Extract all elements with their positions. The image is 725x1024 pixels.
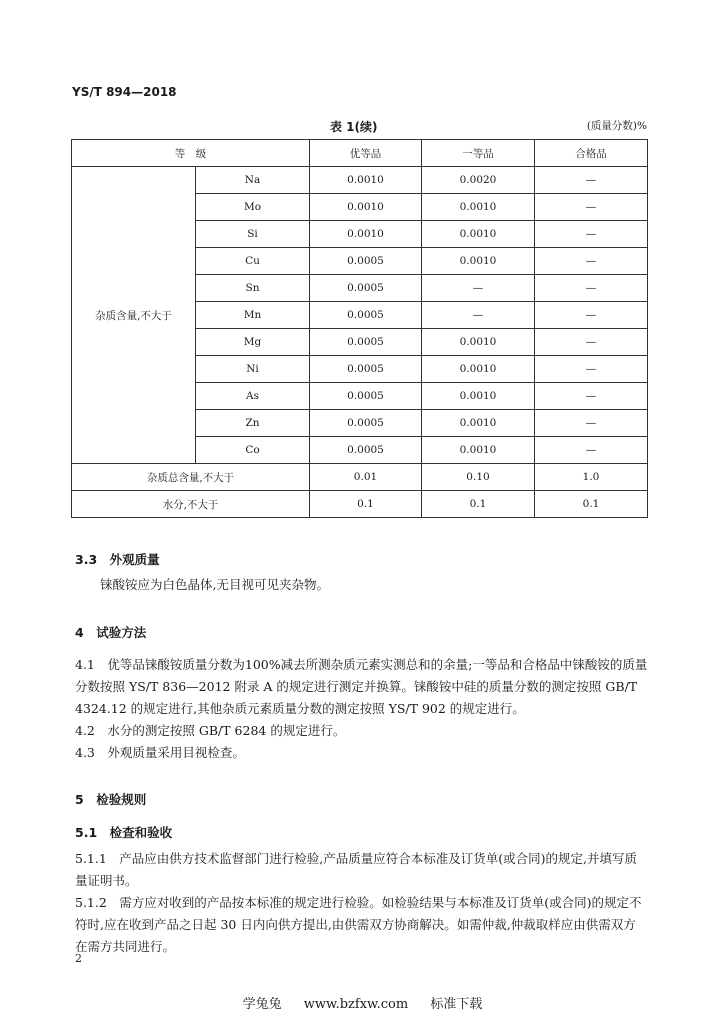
footer-site-name: 学兔兔	[242, 997, 282, 1012]
section-4-3-text: 4.3 外观质量采用目视检查。	[75, 745, 245, 760]
section-5-heading: 5 检验规则	[75, 792, 147, 807]
header-grade: 等 级	[72, 140, 310, 167]
water-first-class-value: 0.1	[422, 491, 535, 518]
element-cell: Co	[196, 437, 310, 464]
footer	[0, 993, 725, 1012]
first-class-value: 0.0010	[422, 248, 535, 275]
total-label: 杂质总含量,不大于	[72, 464, 310, 491]
qualified-value: —	[535, 437, 648, 464]
premium-value: 0.0005	[310, 275, 422, 302]
quality-table	[71, 139, 648, 518]
premium-value: 0.0010	[310, 194, 422, 221]
element-cell: Cu	[196, 248, 310, 275]
element-cell: Sn	[196, 275, 310, 302]
table-unit: (质量分数)%	[586, 120, 647, 132]
table-row	[72, 167, 648, 194]
water-row	[72, 491, 648, 518]
first-class-value: 0.0010	[422, 194, 535, 221]
footer-url: www.bzfxw.com	[303, 997, 409, 1012]
first-class-value: —	[422, 302, 535, 329]
page-number: 2	[75, 952, 82, 965]
element-cell: Mn	[196, 302, 310, 329]
first-class-value: 0.0010	[422, 329, 535, 356]
section-3-3-heading: 3.3 外观质量	[75, 552, 160, 567]
qualified-value: —	[535, 302, 648, 329]
total-first-class-value: 0.10	[422, 464, 535, 491]
section-4-heading: 4 试验方法	[75, 625, 147, 640]
water-qualified-value: 0.1	[535, 491, 648, 518]
premium-value: 0.0005	[310, 410, 422, 437]
qualified-value: —	[535, 221, 648, 248]
element-cell: Si	[196, 221, 310, 248]
premium-value: 0.0005	[310, 329, 422, 356]
premium-value: 0.0005	[310, 383, 422, 410]
element-cell: Mo	[196, 194, 310, 221]
header-first-class: 一等品	[422, 140, 535, 167]
water-label: 水分,不大于	[72, 491, 310, 518]
qualified-value: —	[535, 248, 648, 275]
element-cell: As	[196, 383, 310, 410]
impurity-group-label: 杂质含量,不大于	[72, 167, 196, 464]
first-class-value: 0.0010	[422, 383, 535, 410]
section-4-1-text: 4.1 优等品铼酸铵质量分数为100%减去所测杂质元素实测总和的余量;一等品和合格品中铼酸铵的质量分数按照 YS/T 836—2012 附录 A 的规定进行测定并换算。铼酸铵中硅的质量分数的测定按照 GB/T 4324.12 的规定进行,其他杂质元素质量分数的测定按照 YS/T 902 的规定进行。	[75, 657, 648, 716]
qualified-value: —	[535, 383, 648, 410]
first-class-value: 0.0020	[422, 167, 535, 194]
total-row	[72, 464, 648, 491]
section-5-1-1-text: 5.1.1 产品应由供方技术监督部门进行检验,产品质量应符合本标准及订货单(或合同)的规定,并填写质量证明书。	[75, 851, 638, 888]
first-class-value: 0.0010	[422, 437, 535, 464]
premium-value: 0.0005	[310, 302, 422, 329]
section-4-2-text: 4.2 水分的测定按照 GB/T 6284 的规定进行。	[75, 723, 346, 738]
water-premium-value: 0.1	[310, 491, 422, 518]
standard-code: YS/T 894—2018	[72, 85, 177, 99]
element-cell: Na	[196, 167, 310, 194]
table-header-row	[72, 140, 648, 167]
qualified-value: —	[535, 356, 648, 383]
qualified-value: —	[535, 194, 648, 221]
qualified-value: —	[535, 329, 648, 356]
table-caption: 表 1(续)	[330, 120, 378, 134]
header-qualified: 合格品	[535, 140, 648, 167]
qualified-value: —	[535, 275, 648, 302]
premium-value: 0.0005	[310, 248, 422, 275]
first-class-value: 0.0010	[422, 410, 535, 437]
premium-value: 0.0010	[310, 221, 422, 248]
element-cell: Zn	[196, 410, 310, 437]
qualified-value: —	[535, 410, 648, 437]
section-5-1-heading: 5.1 检查和验收	[75, 825, 173, 840]
first-class-value: 0.0010	[422, 356, 535, 383]
qualified-value: —	[535, 167, 648, 194]
header-premium: 优等品	[310, 140, 422, 167]
section-3-3-text: 铼酸铵应为白色晶体,无目视可见夹杂物。	[100, 577, 329, 592]
section-5-1-2-text: 5.1.2 需方应对收到的产品按本标准的规定进行检验。如检验结果与本标准及订货单(或合同)的规定不符时,应在收到产品之日起 30 日内向供方提出,由供需双方协商解决。如需仲裁,仲裁取样应由供需双方在需方共同进行。	[75, 895, 642, 954]
element-cell: Ni	[196, 356, 310, 383]
first-class-value: —	[422, 275, 535, 302]
first-class-value: 0.0010	[422, 221, 535, 248]
premium-value: 0.0005	[310, 437, 422, 464]
total-qualified-value: 1.0	[535, 464, 648, 491]
element-cell: Mg	[196, 329, 310, 356]
premium-value: 0.0010	[310, 167, 422, 194]
premium-value: 0.0005	[310, 356, 422, 383]
total-premium-value: 0.01	[310, 464, 422, 491]
footer-label: 标准下载	[430, 997, 483, 1012]
